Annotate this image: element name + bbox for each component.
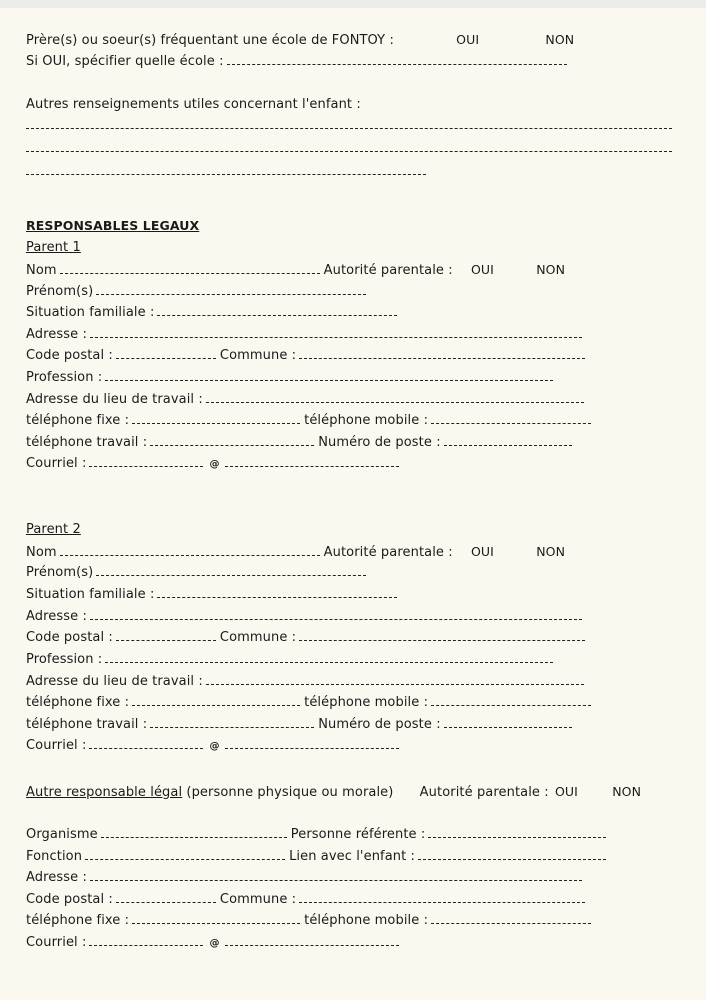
- other-info-label: Autres renseignements utiles concernant l'enfant :: [26, 97, 361, 112]
- cp-label: Code postal :: [26, 348, 113, 363]
- tel-fixe-label: téléphone fixe :: [26, 413, 130, 428]
- siblings-school-field[interactable]: [227, 54, 567, 65]
- profession-label: Profession :: [26, 652, 103, 667]
- autre-cp-row: [26, 892, 589, 908]
- adresse-label: Adresse :: [26, 327, 87, 342]
- parent2-situation-row: [26, 587, 401, 603]
- autre-courriel-domain-field[interactable]: [225, 935, 399, 946]
- tel-travail-label: téléphone travail :: [26, 435, 148, 450]
- parent1-cp-field[interactable]: [116, 348, 216, 359]
- parent2-profession-row: [26, 652, 557, 668]
- tel-mobile-label: téléphone mobile :: [304, 413, 429, 428]
- parent1-autorite-non[interactable]: NON: [536, 262, 566, 277]
- autre-organisme-field[interactable]: [101, 827, 287, 838]
- parent2-poste-field[interactable]: [444, 717, 572, 728]
- parent2-nom-row: [26, 544, 565, 561]
- autre-tel-row: [26, 913, 595, 929]
- adresse-travail-label: Adresse du lieu de travail :: [26, 674, 203, 689]
- parent2-nom-field[interactable]: [60, 545, 320, 556]
- autre-courriel-row: [26, 935, 403, 952]
- parent1-adresse-travail-row: [26, 392, 588, 408]
- parent1-profession-field[interactable]: [105, 370, 553, 381]
- nom-label: Nom: [26, 545, 57, 560]
- nom-label: Nom: [26, 263, 57, 278]
- autre-fonction-field[interactable]: [85, 849, 285, 860]
- siblings-question-row: [26, 32, 574, 49]
- parent1-title: Parent 1: [26, 240, 81, 255]
- top-strip: [0, 0, 706, 8]
- parent1-prenom-field[interactable]: [96, 284, 366, 295]
- autre-lien-field[interactable]: [418, 849, 606, 860]
- parent2-adresse-field[interactable]: [90, 609, 582, 620]
- parent1-adresse-travail-field[interactable]: [206, 392, 584, 403]
- parent2-profession-field[interactable]: [105, 652, 553, 663]
- other-info-line-2[interactable]: [26, 151, 672, 152]
- parent2-autorite-oui[interactable]: OUI: [470, 544, 494, 559]
- parent1-tel-travail-field[interactable]: [150, 435, 314, 446]
- parent2-courriel-row: [26, 738, 403, 755]
- autorite-label: Autorité parentale :: [323, 545, 453, 560]
- tel-mobile-label: téléphone mobile :: [304, 913, 429, 928]
- organisme-label: Organisme: [26, 827, 98, 842]
- parent2-situation-field[interactable]: [157, 587, 397, 598]
- parent2-cp-row: [26, 630, 589, 646]
- courriel-label: Courriel :: [26, 738, 87, 753]
- autre-adresse-field[interactable]: [90, 870, 582, 881]
- poste-label: Numéro de poste :: [318, 435, 441, 450]
- parent1-courriel-domain-field[interactable]: [225, 456, 399, 467]
- siblings-oui-option[interactable]: OUI: [456, 32, 480, 47]
- commune-label: Commune :: [219, 630, 297, 645]
- autre-tel-fixe-field[interactable]: [132, 913, 300, 924]
- personne-ref-label: Personne référente :: [290, 827, 426, 842]
- courriel-label: Courriel :: [26, 935, 87, 950]
- autre-fonction-row: [26, 849, 610, 865]
- fonction-label: Fonction: [26, 849, 83, 864]
- cp-label: Code postal :: [26, 892, 113, 907]
- parent2-tel-fixe-field[interactable]: [132, 695, 300, 706]
- courriel-label: Courriel :: [26, 456, 87, 471]
- profession-label: Profession :: [26, 370, 103, 385]
- parent1-commune-field[interactable]: [299, 348, 585, 359]
- other-info-line-3[interactable]: [26, 174, 426, 175]
- autre-commune-field[interactable]: [299, 892, 585, 903]
- autre-title-row: [26, 784, 641, 801]
- autre-autorite-non[interactable]: NON: [612, 784, 642, 799]
- parent2-adresse-row: [26, 609, 586, 625]
- parent1-courriel-user-field[interactable]: [89, 456, 203, 467]
- cp-label: Code postal :: [26, 630, 113, 645]
- siblings-non-option[interactable]: NON: [545, 32, 575, 47]
- autre-organisme-row: [26, 827, 610, 843]
- poste-label: Numéro de poste :: [318, 717, 441, 732]
- parent2-tel-mobile-field[interactable]: [431, 695, 591, 706]
- parent1-tel-mobile-field[interactable]: [431, 413, 591, 424]
- parent2-cp-field[interactable]: [116, 630, 216, 641]
- parent2-title: Parent 2: [26, 522, 81, 537]
- adresse-travail-label: Adresse du lieu de travail :: [26, 392, 203, 407]
- tel-mobile-label: téléphone mobile :: [304, 695, 429, 710]
- section-title: RESPONSABLES LEGAUX: [26, 218, 200, 233]
- parent2-tel-travail-field[interactable]: [150, 717, 314, 728]
- siblings-specify-label: Si OUI, spécifier quelle école :: [26, 54, 224, 69]
- parent2-courriel-user-field[interactable]: [89, 738, 203, 749]
- parent1-autorite-oui[interactable]: OUI: [470, 262, 494, 277]
- commune-label: Commune :: [219, 892, 297, 907]
- siblings-question-label: Prère(s) ou soeur(s) fréquentant une école de FONTOY :: [26, 33, 394, 48]
- parent1-adresse-row: [26, 327, 586, 343]
- parent1-prenom-row: [26, 284, 370, 300]
- parent2-courriel-domain-field[interactable]: [225, 738, 399, 749]
- prenom-label: Prénom(s): [26, 284, 94, 299]
- autre-adresse-row: [26, 870, 586, 886]
- tel-fixe-label: téléphone fixe :: [26, 913, 130, 928]
- parent1-tel-travail-row: [26, 435, 576, 451]
- parent1-situation-field[interactable]: [157, 305, 397, 316]
- parent1-tel-fixe-row: [26, 413, 595, 429]
- autre-cp-field[interactable]: [116, 892, 216, 903]
- adresse-label: Adresse :: [26, 609, 87, 624]
- autre-personne-ref-field[interactable]: [428, 827, 606, 838]
- situation-label: Situation familiale :: [26, 587, 155, 602]
- parent1-poste-field[interactable]: [444, 435, 572, 446]
- at-sign: @: [209, 938, 220, 949]
- parent2-prenom-row: [26, 565, 370, 581]
- autre-title: Autre responsable légal: [26, 785, 183, 800]
- parent1-cp-row: [26, 348, 589, 364]
- autre-autorite-oui[interactable]: OUI: [554, 784, 578, 799]
- autre-courriel-user-field[interactable]: [89, 935, 203, 946]
- prenom-label: Prénom(s): [26, 565, 94, 580]
- parent2-adresse-travail-field[interactable]: [206, 674, 584, 685]
- autre-autorite-label: Autorité parentale :: [419, 785, 549, 800]
- parent2-prenom-field[interactable]: [96, 565, 366, 576]
- autre-subtitle: (personne physique ou morale): [186, 785, 394, 800]
- parent1-nom-row: [26, 262, 565, 279]
- parent2-adresse-travail-row: [26, 674, 588, 690]
- parent2-tel-fixe-row: [26, 695, 595, 711]
- parent1-courriel-row: [26, 456, 403, 473]
- other-info-line-1[interactable]: [26, 128, 672, 129]
- parent2-tel-travail-row: [26, 717, 576, 733]
- parent1-adresse-field[interactable]: [90, 327, 582, 338]
- parent1-tel-fixe-field[interactable]: [132, 413, 300, 424]
- parent2-commune-field[interactable]: [299, 630, 585, 641]
- commune-label: Commune :: [219, 348, 297, 363]
- tel-travail-label: téléphone travail :: [26, 717, 148, 732]
- parent1-nom-field[interactable]: [60, 263, 320, 274]
- tel-fixe-label: téléphone fixe :: [26, 695, 130, 710]
- at-sign: @: [209, 741, 220, 752]
- autre-tel-mobile-field[interactable]: [431, 913, 591, 924]
- lien-label: Lien avec l'enfant :: [289, 849, 416, 864]
- situation-label: Situation familiale :: [26, 305, 155, 320]
- at-sign: @: [209, 459, 220, 470]
- parent1-profession-row: [26, 370, 557, 386]
- siblings-specify-row: [26, 54, 571, 70]
- autorite-label: Autorité parentale :: [323, 263, 453, 278]
- adresse-label: Adresse :: [26, 870, 87, 885]
- parent2-autorite-non[interactable]: NON: [536, 544, 566, 559]
- parent1-situation-row: [26, 305, 401, 321]
